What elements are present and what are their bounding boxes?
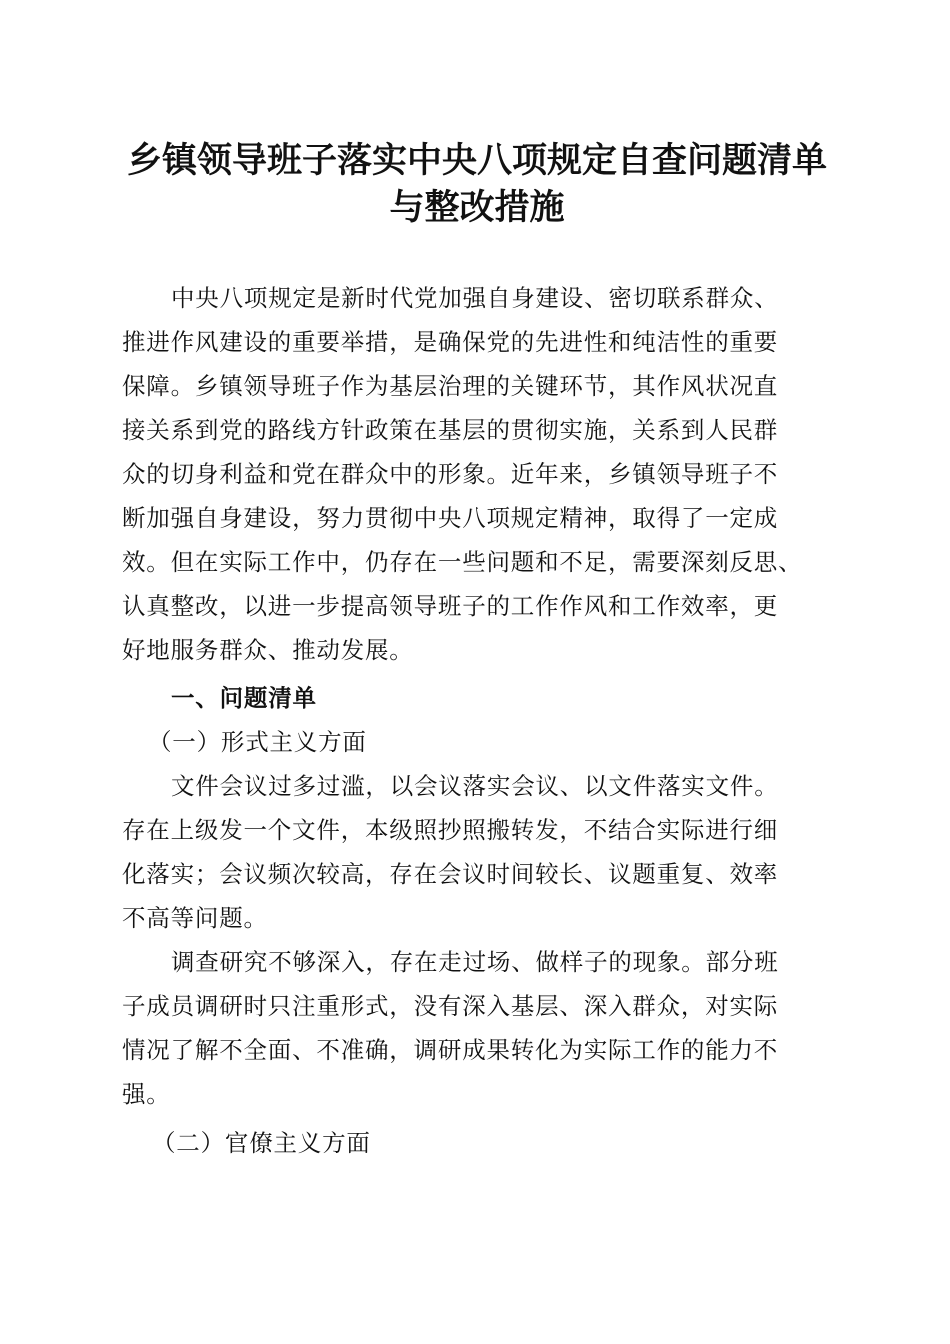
text-line: 化落实；会议频次较高，存在会议时间较长、议题重复、效率	[122, 860, 779, 888]
text-line: 效。但在实际工作中，仍存在一些问题和不足，需要深刻反思、	[122, 548, 803, 576]
text-line: 众的切身利益和党在群众中的形象。近年来，乡镇领导班子不	[122, 460, 779, 488]
text-line: 断加强自身建设，努力贯彻中央八项规定精神，取得了一定成	[122, 504, 779, 532]
section-heading: 一、问题清单	[171, 684, 317, 712]
text-line: 保障。乡镇领导班子作为基层治理的关键环节，其作风状况直	[122, 372, 779, 400]
title-line: 与整改措施	[389, 187, 565, 228]
subsection-heading: （一）形式主义方面	[148, 728, 367, 756]
text-line: 好地服务群众、推动发展。	[122, 636, 414, 664]
text-line: 情况了解不全面、不准确，调研成果转化为实际工作的能力不	[122, 1036, 779, 1064]
text-line: 中央八项规定是新时代党加强自身建设、密切联系群众、	[171, 284, 779, 312]
document-body	[122, 276, 832, 1165]
text-line: 子成员调研时只注重形式，没有深入基层、深入群众，对实际	[122, 992, 779, 1020]
document-title	[122, 137, 832, 231]
subsection-heading: （二）官僚主义方面	[152, 1129, 371, 1157]
paragraph	[122, 940, 832, 1116]
text-line: 推进作风建设的重要举措，是确保党的先进性和纯洁性的重要	[122, 328, 779, 356]
text-line: 调查研究不够深入，存在走过场、做样子的现象。部分班	[171, 948, 779, 976]
text-line: 强。	[122, 1080, 171, 1108]
text-line: 存在上级发一个文件，本级照抄照搬转发，不结合实际进行细	[122, 816, 779, 844]
intro-paragraph	[122, 276, 832, 672]
title-line: 乡镇领导班子落实中央八项规定自查问题清单	[126, 140, 827, 181]
document-page	[122, 137, 832, 1165]
text-line: 认真整改，以进一步提高领导班子的工作作风和工作效率，更	[122, 592, 779, 620]
text-line: 不高等问题。	[122, 904, 268, 932]
paragraph	[122, 764, 832, 940]
text-line: 文件会议过多过滥，以会议落实会议、以文件落实文件。	[171, 772, 779, 800]
text-line: 接关系到党的路线方针政策在基层的贯彻实施，关系到人民群	[122, 416, 779, 444]
